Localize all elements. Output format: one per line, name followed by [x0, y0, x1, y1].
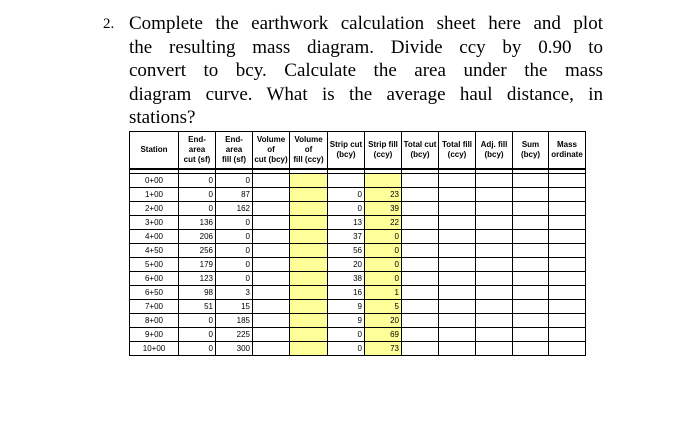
mass-ordinate-cell [549, 314, 586, 328]
problem-line: convert to bcy. Calculate the area under the mass [129, 60, 603, 82]
end-area-fill-cell: 87 [216, 188, 253, 202]
volume-fill-cell [290, 230, 328, 244]
volume-cut-cell [253, 230, 290, 244]
strip-cut-cell: 20 [328, 258, 365, 272]
end-area-fill-cell: 3 [216, 286, 253, 300]
station-cell: 6+50 [130, 286, 179, 300]
total-fill-cell [439, 216, 476, 230]
total-fill-cell [439, 272, 476, 286]
adj-fill-cell [476, 244, 513, 258]
station-cell: 6+00 [130, 272, 179, 286]
station-cell: 10+00 [130, 342, 179, 356]
end-area-cut-cell: 98 [179, 286, 216, 300]
mass-ordinate-cell [549, 300, 586, 314]
column-header-text: (bcy) [484, 150, 504, 159]
strip-cut-cell: 38 [328, 272, 365, 286]
end-area-cut-cell: 0 [179, 328, 216, 342]
table-row [130, 188, 586, 202]
strip-fill-cell: 39 [365, 202, 402, 216]
table-row [130, 300, 586, 314]
column-header-text: Total fill [441, 140, 473, 149]
strip-cut-cell: 13 [328, 216, 365, 230]
column-header-text: Total cut [403, 140, 437, 149]
volume-fill-cell [290, 174, 328, 188]
volume-cut-cell [253, 202, 290, 216]
total-cut-cell [402, 272, 439, 286]
problem-line: diagram curve. What is the average haul distance, in [129, 83, 603, 105]
table-row [130, 174, 586, 188]
table-row [130, 272, 586, 286]
volume-fill-cell [290, 188, 328, 202]
volume-cut-cell [253, 328, 290, 342]
mass-ordinate-cell [549, 216, 586, 230]
problem-line: stations? [129, 107, 196, 129]
total-cut-cell [402, 286, 439, 300]
sum-cell [513, 174, 549, 188]
total-fill-cell [439, 314, 476, 328]
header-row [130, 132, 586, 170]
total-cut-cell [402, 342, 439, 356]
total-cut-cell [402, 244, 439, 258]
column-header-text: End-area [225, 135, 243, 154]
station-cell: 2+00 [130, 202, 179, 216]
station-cell: 9+00 [130, 328, 179, 342]
column-header [365, 132, 402, 170]
mass-ordinate-cell [549, 174, 586, 188]
strip-cut-cell: 0 [328, 328, 365, 342]
total-cut-cell [402, 202, 439, 216]
adj-fill-cell [476, 272, 513, 286]
adj-fill-cell [476, 188, 513, 202]
sum-cell [513, 314, 549, 328]
station-cell: 4+50 [130, 244, 179, 258]
strip-fill-cell: 1 [365, 286, 402, 300]
total-fill-cell [439, 230, 476, 244]
strip-fill-cell: 0 [365, 230, 402, 244]
adj-fill-cell [476, 286, 513, 300]
table-row [130, 314, 586, 328]
strip-cut-cell: 9 [328, 300, 365, 314]
volume-fill-cell [290, 300, 328, 314]
column-header-text: (bcy) [410, 150, 430, 159]
earthwork-table [129, 131, 586, 356]
strip-fill-cell: 5 [365, 300, 402, 314]
sum-cell [513, 342, 549, 356]
strip-fill-cell: 22 [365, 216, 402, 230]
volume-fill-cell [290, 272, 328, 286]
column-header-text: Volume of [294, 135, 323, 154]
sum-cell [513, 202, 549, 216]
end-area-cut-cell: 0 [179, 174, 216, 188]
total-fill-cell [439, 328, 476, 342]
strip-fill-cell: 0 [365, 272, 402, 286]
volume-fill-cell [290, 342, 328, 356]
sum-cell [513, 286, 549, 300]
column-header [439, 132, 476, 170]
station-cell: 7+00 [130, 300, 179, 314]
column-header [549, 132, 586, 170]
station-cell: 0+00 [130, 174, 179, 188]
end-area-fill-cell: 0 [216, 216, 253, 230]
volume-fill-cell [290, 216, 328, 230]
end-area-fill-cell: 225 [216, 328, 253, 342]
column-header [290, 132, 328, 170]
end-area-cut-cell: 136 [179, 216, 216, 230]
mass-ordinate-cell [549, 244, 586, 258]
table-row [130, 202, 586, 216]
end-area-cut-cell: 179 [179, 258, 216, 272]
end-area-cut-cell: 0 [179, 342, 216, 356]
column-header-text: Station [140, 145, 168, 154]
sum-cell [513, 216, 549, 230]
total-fill-cell [439, 202, 476, 216]
volume-cut-cell [253, 314, 290, 328]
total-cut-cell [402, 258, 439, 272]
total-fill-cell [439, 174, 476, 188]
strip-fill-cell: 0 [365, 244, 402, 258]
end-area-fill-cell: 162 [216, 202, 253, 216]
table-row [130, 244, 586, 258]
total-fill-cell [439, 258, 476, 272]
volume-fill-cell [290, 258, 328, 272]
station-cell: 1+00 [130, 188, 179, 202]
column-header-text: cut (bcy) [254, 155, 288, 164]
volume-cut-cell [253, 188, 290, 202]
end-area-cut-cell: 0 [179, 202, 216, 216]
station-cell: 8+00 [130, 314, 179, 328]
volume-fill-cell [290, 202, 328, 216]
volume-cut-cell [253, 216, 290, 230]
strip-fill-cell: 69 [365, 328, 402, 342]
end-area-cut-cell: 256 [179, 244, 216, 258]
column-header-text: (ccy) [447, 150, 467, 159]
mass-ordinate-cell [549, 342, 586, 356]
adj-fill-cell [476, 314, 513, 328]
end-area-fill-cell: 185 [216, 314, 253, 328]
adj-fill-cell [476, 328, 513, 342]
column-header [402, 132, 439, 170]
volume-fill-cell [290, 314, 328, 328]
column-header-text: Mass [556, 140, 577, 149]
sum-cell [513, 230, 549, 244]
column-header [216, 132, 253, 170]
end-area-fill-cell: 0 [216, 272, 253, 286]
total-fill-cell [439, 188, 476, 202]
total-cut-cell [402, 230, 439, 244]
column-header-text: Adj. fill [480, 140, 508, 149]
strip-cut-cell: 0 [328, 202, 365, 216]
total-cut-cell [402, 300, 439, 314]
strip-cut-cell: 0 [328, 188, 365, 202]
adj-fill-cell [476, 202, 513, 216]
sum-cell [513, 328, 549, 342]
total-fill-cell [439, 342, 476, 356]
total-cut-cell [402, 174, 439, 188]
column-header-text: Strip cut [329, 140, 363, 149]
column-header-text: (bcy) [336, 150, 356, 159]
column-header-text: cut (sf) [183, 155, 211, 164]
problem-number: 2. [103, 16, 115, 32]
mass-ordinate-cell [549, 188, 586, 202]
strip-fill-cell: 0 [365, 258, 402, 272]
column-header-text: fill (sf) [222, 155, 246, 164]
volume-cut-cell [253, 244, 290, 258]
strip-cut-cell: 56 [328, 244, 365, 258]
volume-cut-cell [253, 258, 290, 272]
table-row [130, 328, 586, 342]
column-header-text: (ccy) [373, 150, 393, 159]
end-area-fill-cell: 0 [216, 258, 253, 272]
end-area-cut-cell: 0 [179, 314, 216, 328]
sum-cell [513, 188, 549, 202]
end-area-fill-cell: 15 [216, 300, 253, 314]
strip-cut-cell: 0 [328, 342, 365, 356]
end-area-cut-cell: 206 [179, 230, 216, 244]
adj-fill-cell [476, 300, 513, 314]
column-header-text: Sum (bcy) [520, 140, 541, 159]
column-header-text: Strip fill [368, 140, 398, 149]
column-header [476, 132, 513, 170]
station-cell: 4+00 [130, 230, 179, 244]
volume-cut-cell [253, 300, 290, 314]
strip-fill-cell: 20 [365, 314, 402, 328]
total-fill-cell [439, 286, 476, 300]
strip-cut-cell: 37 [328, 230, 365, 244]
mass-ordinate-cell [549, 230, 586, 244]
table-row [130, 286, 586, 300]
strip-fill-cell: 73 [365, 342, 402, 356]
column-header [130, 132, 179, 170]
column-header [513, 132, 549, 170]
table-body [130, 169, 586, 356]
column-header-text: End-area [188, 135, 206, 154]
column-header [179, 132, 216, 170]
table-row [130, 342, 586, 356]
strip-cut-cell [328, 174, 365, 188]
mass-ordinate-cell [549, 258, 586, 272]
total-fill-cell [439, 300, 476, 314]
adj-fill-cell [476, 174, 513, 188]
strip-cut-cell: 9 [328, 314, 365, 328]
column-header [253, 132, 290, 170]
volume-fill-cell [290, 286, 328, 300]
column-header [328, 132, 365, 170]
total-cut-cell [402, 216, 439, 230]
strip-fill-cell [365, 174, 402, 188]
total-fill-cell [439, 244, 476, 258]
mass-ordinate-cell [549, 202, 586, 216]
end-area-fill-cell: 0 [216, 230, 253, 244]
problem-line: Complete the earthwork calculation sheet here and plot [129, 13, 603, 34]
end-area-cut-cell: 0 [179, 188, 216, 202]
adj-fill-cell [476, 258, 513, 272]
strip-fill-cell: 23 [365, 188, 402, 202]
column-header-text: ordinate [551, 150, 583, 159]
volume-cut-cell [253, 342, 290, 356]
station-cell: 5+00 [130, 258, 179, 272]
mass-ordinate-cell [549, 272, 586, 286]
mass-ordinate-cell [549, 286, 586, 300]
problem-statement [103, 12, 603, 130]
table-row [130, 258, 586, 272]
adj-fill-cell [476, 216, 513, 230]
sum-cell [513, 272, 549, 286]
column-header-text: Volume of [256, 135, 286, 154]
table-row [130, 230, 586, 244]
total-cut-cell [402, 328, 439, 342]
volume-cut-cell [253, 272, 290, 286]
station-cell: 3+00 [130, 216, 179, 230]
strip-cut-cell: 16 [328, 286, 365, 300]
end-area-fill-cell: 0 [216, 174, 253, 188]
total-cut-cell [402, 314, 439, 328]
end-area-fill-cell: 300 [216, 342, 253, 356]
sum-cell [513, 300, 549, 314]
adj-fill-cell [476, 230, 513, 244]
volume-cut-cell [253, 174, 290, 188]
volume-cut-cell [253, 286, 290, 300]
sum-cell [513, 244, 549, 258]
total-cut-cell [402, 188, 439, 202]
problem-line: the resulting mass diagram. Divide ccy by 0.90 to [129, 36, 603, 58]
end-area-cut-cell: 51 [179, 300, 216, 314]
volume-fill-cell [290, 244, 328, 258]
sum-cell [513, 258, 549, 272]
adj-fill-cell [476, 342, 513, 356]
column-header-text: fill (ccy) [293, 155, 324, 164]
volume-fill-cell [290, 328, 328, 342]
end-area-fill-cell: 0 [216, 244, 253, 258]
table-row [130, 216, 586, 230]
mass-ordinate-cell [549, 328, 586, 342]
end-area-cut-cell: 123 [179, 272, 216, 286]
